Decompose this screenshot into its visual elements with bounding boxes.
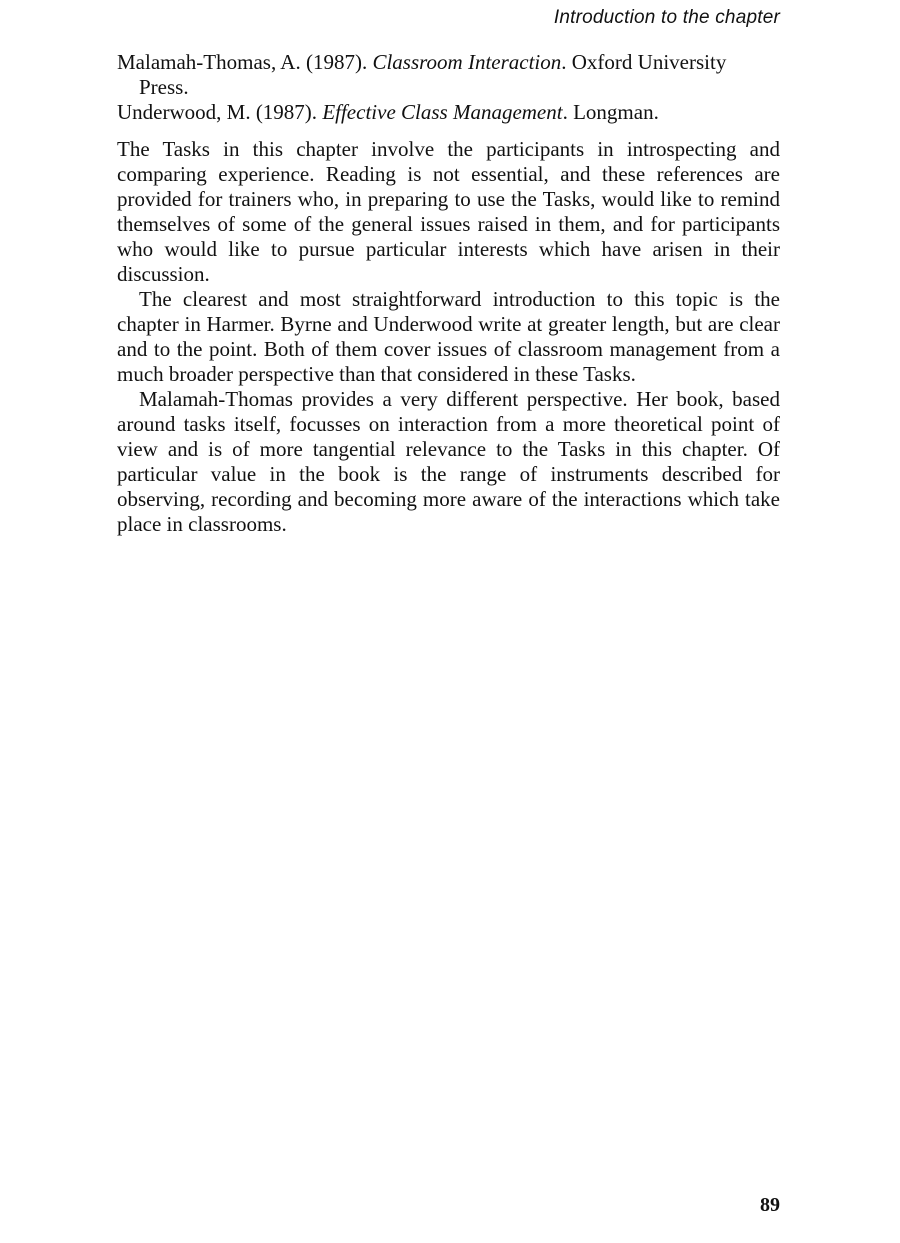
page-number: 89	[760, 1194, 780, 1216]
reference-publisher: . Oxford University Press.	[139, 50, 727, 99]
body-paragraph: The Tasks in this chapter involve the participants in introspecting and comparing experience. Reading is not essential, and these references are provided for trainers who, in preparing to use the Tasks, would like to remind themselves of some of the general issues raised in them, and for participants who would like to pursue particular interests which have arisen in their discussion.	[117, 137, 780, 286]
page-body	[117, 50, 780, 537]
reference-entry	[117, 100, 780, 125]
reference-title: Classroom Interaction	[372, 50, 562, 74]
reference-authors: Malamah-Thomas, A. (1987).	[117, 50, 373, 74]
reference-authors: Underwood, M. (1987).	[117, 100, 323, 124]
reference-list	[117, 50, 780, 125]
body-paragraph: Malamah-Thomas provides a very different perspective. Her book, based around tasks itself, focusses on interaction from a more theoretical point of view and is of more tangential relevance to the Tasks in this chapter. Of particular value in the book is the range of instruments described for observing, recording and becoming more aware of the interactions which take place in classrooms.	[117, 387, 780, 536]
reference-title: Effective Class Management	[322, 100, 563, 124]
reference-entry	[117, 50, 780, 100]
running-head: Introduction to the chapter	[553, 7, 780, 28]
reference-publisher: . Longman.	[562, 100, 659, 124]
body-paragraph: The clearest and most straightforward introduction to this topic is the chapter in Harmer. Byrne and Underwood write at greater length, but are clear and to the point. Both of them cover issues of classroom management from a much broader perspective than that considered in these Tasks.	[117, 287, 780, 386]
